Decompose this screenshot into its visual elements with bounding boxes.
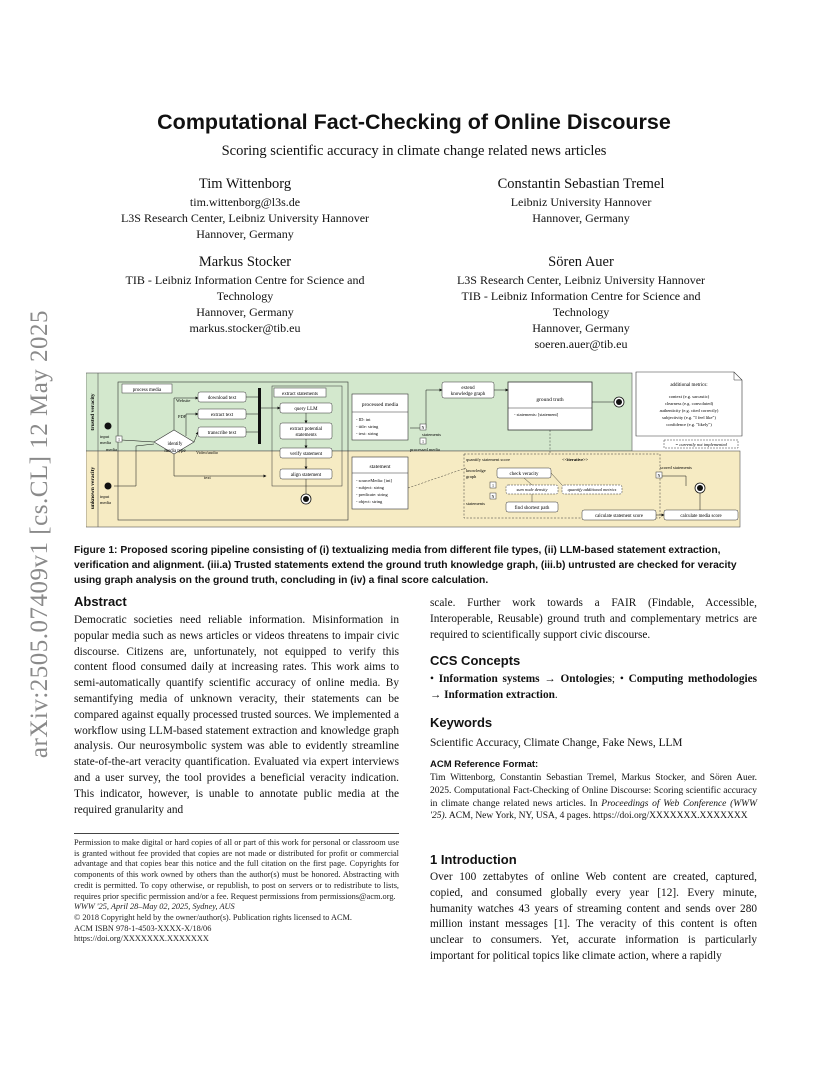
- identify-media-type-label: identify: [167, 442, 183, 447]
- author-affiliation: Technology: [216, 289, 274, 303]
- author-name: Tim Wittenborg: [198, 176, 292, 192]
- processed-media-pin-label: processed media: [410, 447, 440, 452]
- sum-node-density-label: sum node density: [516, 487, 548, 492]
- extend-kg-label-2: knowledge graph: [450, 392, 486, 397]
- intro-heading: 1 Introduction: [430, 852, 517, 867]
- arxiv-stamp: arXiv:2505.07409v1 [cs.CL] 12 May 2025: [26, 309, 53, 759]
- quantify-additional-metrics-label: quantify additional metrics: [567, 487, 617, 492]
- extend-kg-label: extend: [461, 386, 475, 391]
- check-veracity-label: check veracity: [509, 472, 539, 477]
- venue: WWW '25, April 28–May 02, 2025, Sydney, AUS: [74, 902, 235, 912]
- author-block-1: [80, 174, 410, 242]
- ccs-concepts: • Information systems → Ontologies; • Computing methodologies → Information extraction.: [430, 673, 758, 701]
- video-audio-label: Video/audio: [196, 450, 218, 455]
- pin-n: N: [491, 494, 495, 499]
- acm-ref-part: Tim Wittenborg, Constantin Sebastian Tremel, Markus Stocker, and Sören Auer. 2025. Computational Fact-Checking of Online Discourse: Scoring scientific accuracy in climate change related news articles. In: [430, 773, 757, 809]
- iterative-label: <<iterative>>: [562, 457, 589, 462]
- abstract-continued: scale. Further work towards a FAIR (Findable, Accessible, Interoperable, Reusable) ground truth and complementary metrics are required to scientifically support civic discourse.: [430, 597, 757, 641]
- author-affiliation: TIB - Leibniz Information Centre for Science and: [125, 273, 365, 287]
- keywords-text: Scientific Accuracy, Climate Change, Fake News, LLM: [430, 737, 683, 749]
- author-block-4: [416, 252, 746, 352]
- author-location: Hannover, Germany: [532, 211, 630, 225]
- isbn: ACM ISBN 978-1-4503-XXXX-X/18/06: [74, 923, 212, 933]
- extract-potential-label-2: statements: [295, 433, 317, 438]
- doi: https://doi.org/XXXXXXX.XXXXXXX: [74, 934, 209, 944]
- ccs-heading: CCS Concepts: [430, 653, 521, 668]
- author-affiliation: L3S Research Center, Leibniz University Hannover: [120, 211, 370, 225]
- pin-n: N: [657, 473, 661, 478]
- metric-item: authenticity (e.g. cited correctly): [659, 408, 719, 413]
- extract-potential-label: extract potential: [289, 427, 323, 432]
- class-field: - subject: string: [356, 485, 384, 490]
- find-shortest-path-label: find shortest path: [514, 506, 550, 511]
- ccs-item: Computing methodologies: [628, 673, 758, 685]
- verify-statement-label: verify statement: [289, 452, 323, 457]
- intro-text: Over 100 zettabytes of online Web content are created, captured, copied, and consumed globally every year [12]. Every minute, humanity watches 43 years of streaming content and sends over 280 million instant messages [1]. The veracity of this content is often unclear to consumers. Yet, accurate information is particularly important for political topics like climate action, where a rapidly: [430, 871, 757, 962]
- pin-n: N: [421, 425, 425, 430]
- ground-truth-title: ground truth: [536, 397, 564, 403]
- metric-item: subjectivity (e.g. "I feel like"): [662, 415, 716, 420]
- lane-trusted-label: trusted veracity: [90, 393, 96, 431]
- extract-statements-label: extract statements: [282, 392, 318, 397]
- author-name: Sören Auer: [548, 254, 614, 270]
- query-llm-label: query LLM: [294, 407, 318, 412]
- acm-ref-heading: ACM Reference Format:: [430, 759, 539, 770]
- class-field: - sourceMedia: [int]: [356, 478, 392, 483]
- class-field: - title: string: [356, 424, 379, 429]
- not-implemented-legend-label: = currently not implemented: [675, 442, 727, 447]
- author-location: Hannover, Germany: [196, 305, 294, 319]
- extract-text-label: extract text: [210, 413, 234, 418]
- keywords-heading: Keywords: [430, 715, 493, 730]
- metric-item: context (e.g. sarcastic): [668, 394, 710, 399]
- join-bar: [258, 388, 261, 444]
- paper-title: Computational Fact-Checking of Online Discourse: [157, 110, 671, 134]
- permission-block: [74, 838, 399, 945]
- author-email: tim.wittenborg@l3s.de: [189, 195, 301, 209]
- process-media-label: process media: [132, 388, 162, 393]
- knowledge-graph-label: knowledge: [466, 468, 486, 473]
- align-statement-label: align statement: [290, 473, 322, 478]
- input-media-label: input: [100, 434, 110, 439]
- quantify-statement-score-label: quantify statement score: [466, 457, 510, 462]
- acm-ref-text: [430, 772, 757, 823]
- pipeline-diagram: [86, 368, 746, 530]
- media-pin-label: media: [106, 447, 117, 452]
- copyright: © 2018 Copyright held by the owner/author(s). Publication rights licensed to ACM.: [74, 912, 352, 922]
- additional-metrics-title: additional metrics:: [670, 383, 708, 388]
- paper-subtitle: Scoring scientific accuracy in climate change related news articles: [221, 143, 607, 159]
- metric-item: clearness (e.g. convoluted): [664, 401, 714, 406]
- figure-caption: Figure 1: Proposed scoring pipeline consisting of (i) textualizing media from different file types, (ii) LLM-based statement extraction, verification and alignment. (iii.a) Trusted statements extend the ground truth knowledge graph, (iii.b) untrusted are checked for veracity using graph analysis on the ground truth, concluding in (iv) a final score calculation.: [74, 545, 737, 586]
- acm-ref-part: ACM, New York, NY, USA, 4 pages. https://doi.org/XXXXXXX.XXXXXXX: [447, 811, 748, 822]
- scored-statements-label: scored statements: [660, 465, 692, 470]
- calculate-media-score-label: calculate media score: [680, 514, 722, 519]
- start-node: [105, 483, 112, 490]
- author-affiliation: Leibniz University Hannover: [510, 195, 652, 209]
- class-field: - text: string: [356, 431, 378, 436]
- lane-unknown-label: unknown veracity: [90, 466, 96, 510]
- input-media-label-2: media: [100, 440, 111, 445]
- author-email: markus.stocker@tib.eu: [189, 321, 301, 335]
- author-name: Markus Stocker: [198, 254, 292, 270]
- author-location: Hannover, Germany: [532, 321, 630, 335]
- footnote-rule: [74, 833, 399, 834]
- start-node: [105, 423, 112, 430]
- pdf-label: PDF: [178, 414, 187, 419]
- abstract-heading: Abstract: [74, 594, 127, 609]
- ccs-item: Information systems: [438, 673, 540, 685]
- identify-media-type-label-2: media type: [164, 449, 186, 454]
- author-location: Hannover, Germany: [196, 227, 294, 241]
- pin-one: 1: [492, 483, 494, 488]
- processed-media-class-title: processed media: [361, 402, 399, 408]
- author-affiliation: TIB - Leibniz Information Centre for Science and: [461, 289, 701, 303]
- permission-text: Permission to make digital or hard copies of all or part of this work for personal or classroom use is granted without fee provided that copies are not made or distributed for profit or commercial advantage and that copies bear this notice and the full citation on the first page. Copyrights for components of this work owned by others than the author(s) must be honored. Abstracting with credit is permitted. To copy otherwise, or republish, to post on servers or to redistribute to lists, requires prior specific permission and/or a fee. Request permissions from permissions@acm.org.: [74, 838, 399, 901]
- author-block-3: [80, 252, 410, 336]
- abstract-text: Democratic societies need reliable information. Misinformation in popular media such as news articles or videos threatens to impair civic discourse. Citizens are, unfortunately, not equipped to verify this content flood consumed daily at increasing rates. This work aims to semi-automatically quantify scientific accuracy of online media. By semantifying media of unknown veracity, their statements can be compared against equally processed trusted sources. We implemented a workflow using LLM-based statement extraction and knowledge graph analysis. Our neurosymbolic system was able to evidently streamline state-of-the-art veracity quantification. Evaluated via expert interviews and a user survey, the tool provides a beneficial veracity indication. This indicator, however, is unable to annotate public media at the required granularity and: [74, 614, 399, 816]
- author-block-2: [416, 174, 746, 226]
- statement-class-title: statement: [369, 464, 391, 470]
- author-email: soeren.auer@tib.eu: [534, 337, 628, 351]
- metric-item: confidence (e.g. "likely"): [666, 422, 712, 427]
- author-affiliation: Technology: [552, 305, 610, 319]
- pin-label: 1: [118, 437, 120, 442]
- knowledge-graph-label-2: graph: [466, 474, 477, 479]
- ground-truth-class: [508, 382, 592, 430]
- author-name: Constantin Sebastian Tremel: [497, 176, 665, 192]
- acm-ref-proceedings: Proceedings of Web Conference (WWW '25).: [430, 798, 757, 822]
- statements-pin-label: statements: [422, 432, 441, 437]
- pin-one: 1: [422, 439, 424, 444]
- input-media-label-2: media: [100, 500, 111, 505]
- website-label: Website: [176, 398, 191, 403]
- input-media-label: input: [100, 494, 110, 499]
- class-field: - object: string: [356, 499, 383, 504]
- download-text-label: download text: [207, 396, 237, 401]
- text-label: text: [204, 475, 211, 480]
- class-field: - ID: int: [356, 417, 371, 422]
- author-affiliation: L3S Research Center, Leibniz University Hannover: [456, 273, 706, 287]
- ccs-item: Ontologies: [560, 673, 612, 685]
- calculate-statement-score-label: calculate statement score: [595, 514, 643, 519]
- ground-truth-field: - statements: [statement]: [514, 412, 559, 417]
- ccs-item: Information extraction: [444, 688, 555, 701]
- transcribe-text-label: transcribe text: [207, 431, 237, 436]
- class-field: - predicate: string: [356, 492, 388, 497]
- statements-pin-label: statements: [466, 501, 485, 506]
